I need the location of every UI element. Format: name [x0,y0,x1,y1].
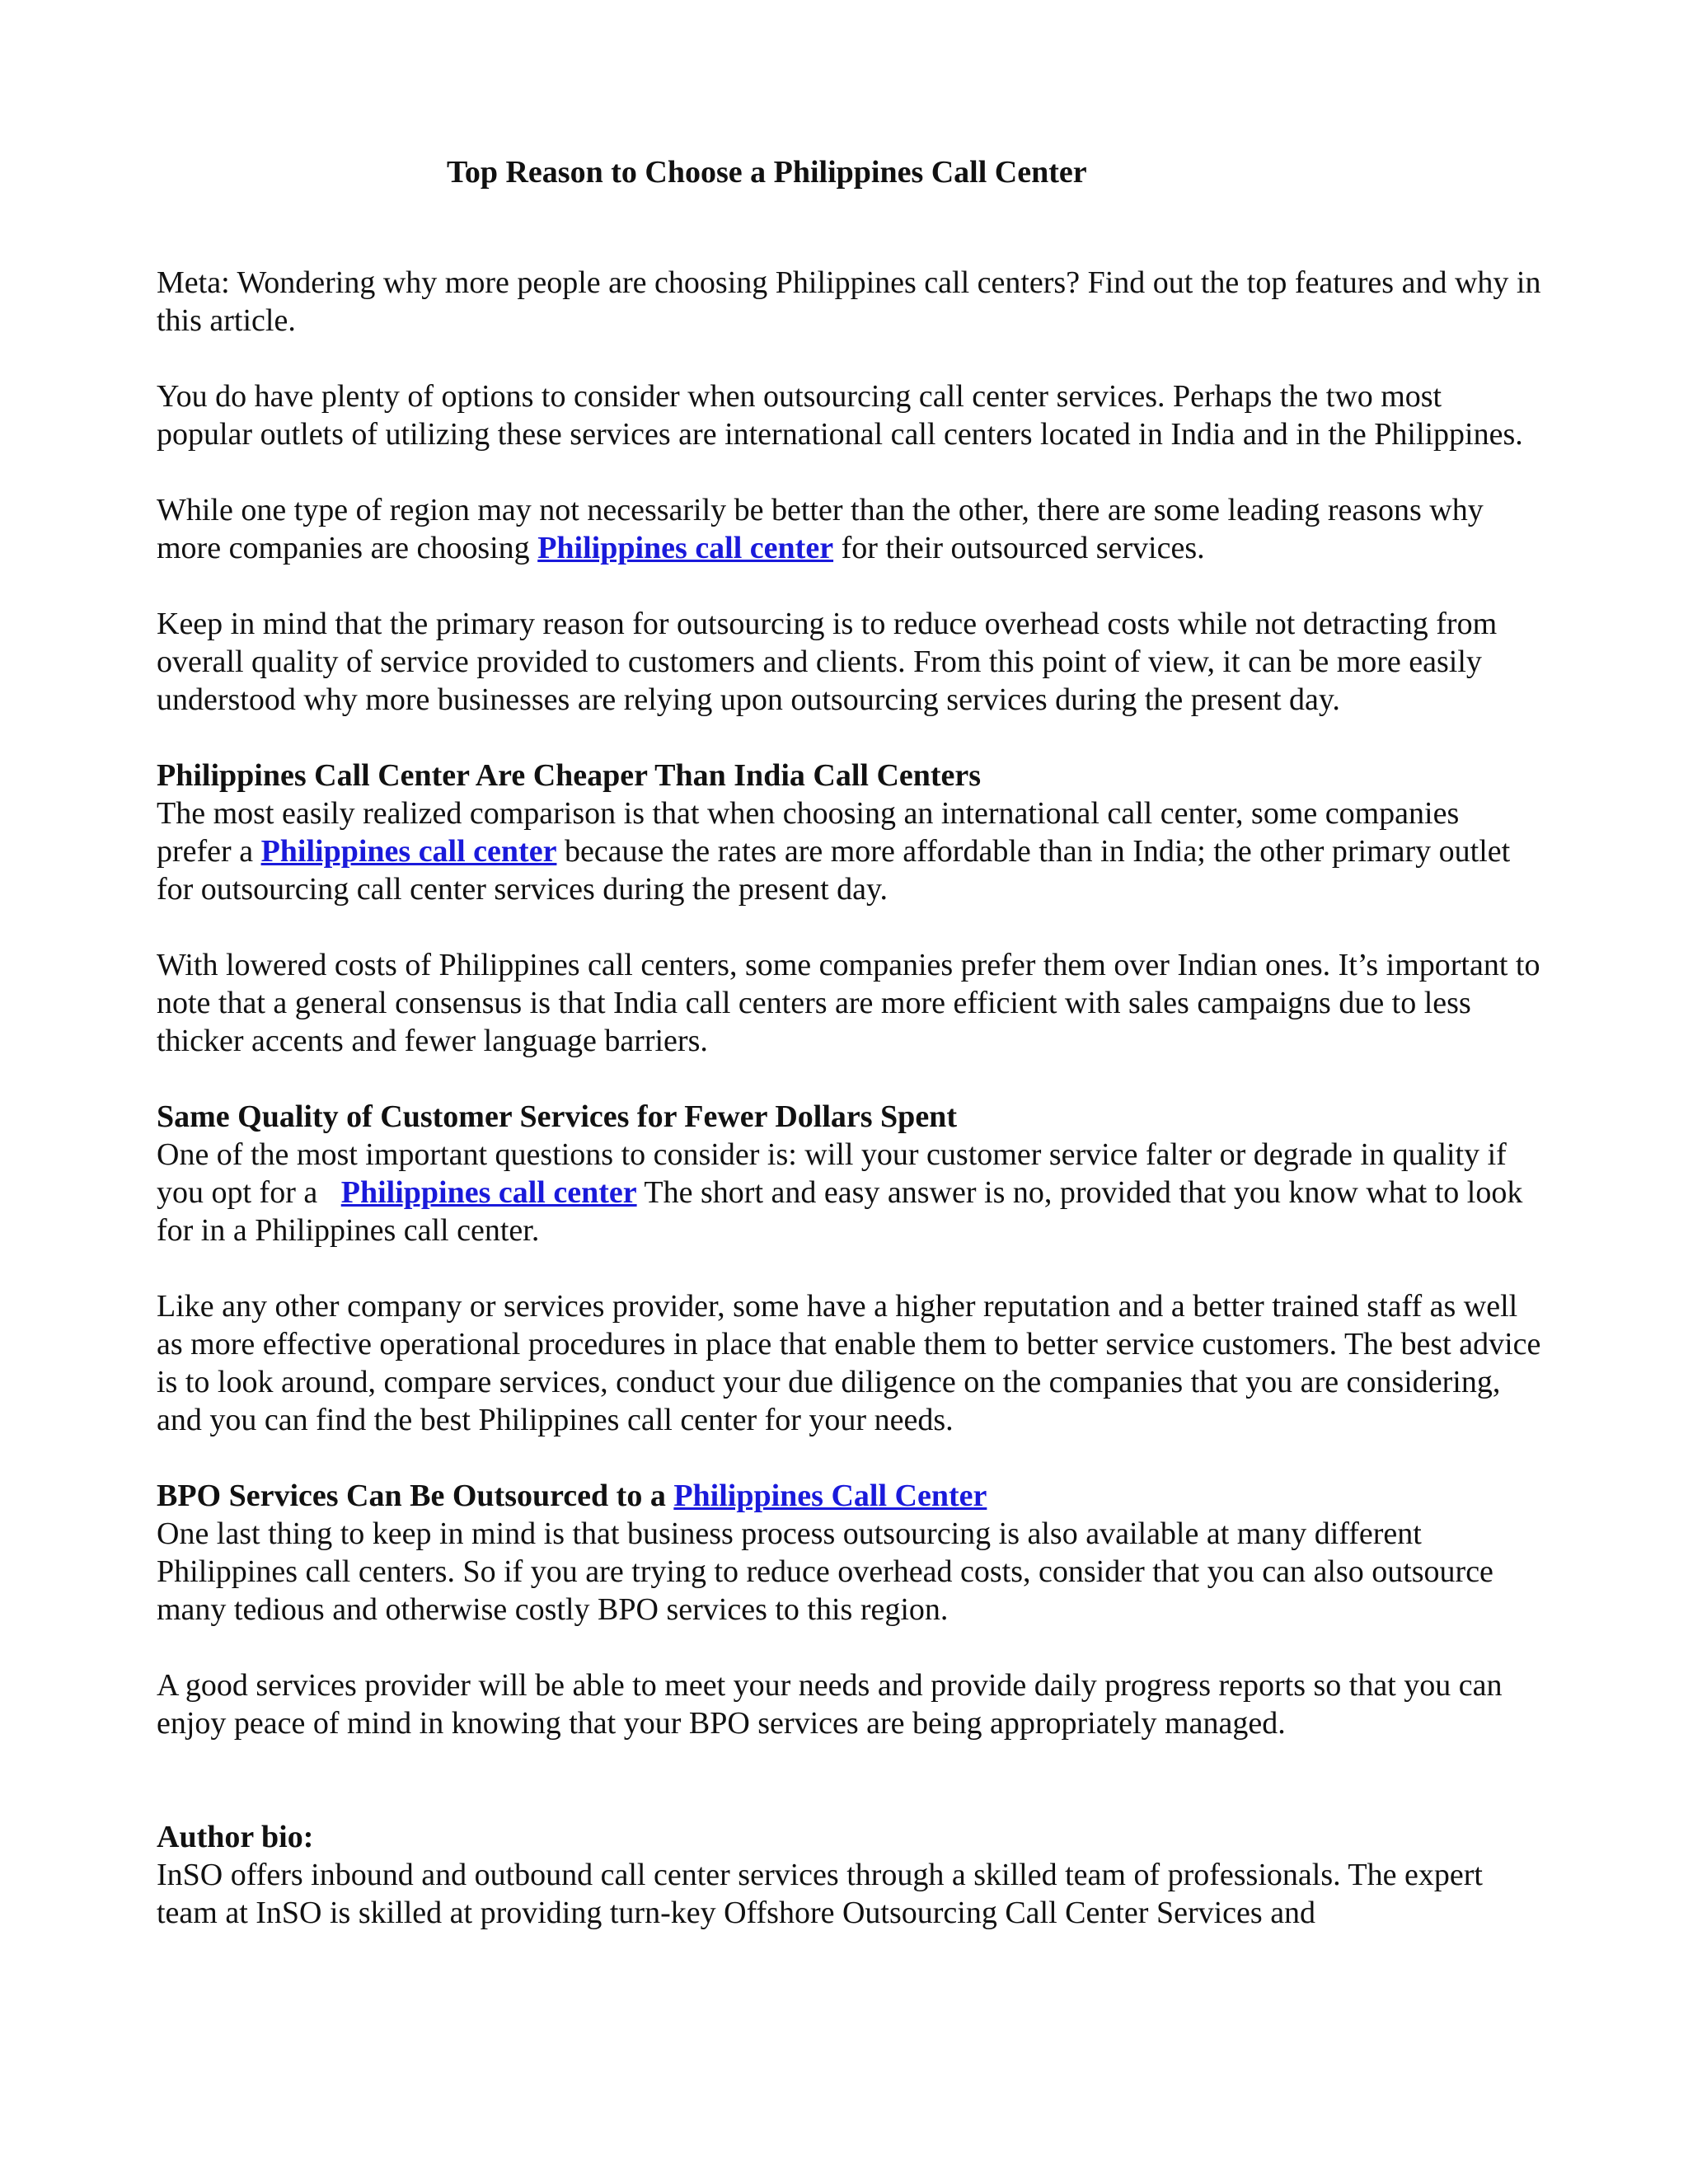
section-3-heading [157,1477,1541,1515]
philippines-call-center-link-1[interactable]: Philippines call center [537,531,834,565]
intro-2-text-before: While one type of region may not necessarily be better than the other, there are some leading reasons why more companies are choosing [157,493,1484,565]
section-3-paragraph-1: One last thing to keep in mind is that business process outsourcing is also available at many different Philippines call centers. So if you are trying to reduce overhead costs, consider that you can also outsource many tedious and otherwise costly BPO services to this region. [157,1516,1493,1627]
document-title: Top Reason to Choose a Philippines Call Center [447,155,1087,190]
section-2-paragraph-1 [157,1136,1541,1249]
author-bio-text: InSO offers inbound and outbound call center services through a skilled team of professionals. The expert team at InSO is skilled at providing turn-key Offshore Outsourcing Call Center Services and [157,1858,1483,1930]
section-1-p1-before: The most easily realized comparison is that when choosing an international call center, some companies prefer a [157,796,1460,869]
intro-paragraph-3: Keep in mind that the primary reason for outsourcing is to reduce overhead costs while not detracting from overall quality of service provided to customers and clients. From this point of view, it can be more easily understood why more businesses are relying upon outsourcing services during the present day. [157,607,1498,717]
philippines-call-center-link-4[interactable]: Philippines Call Center [673,1479,987,1513]
intro-paragraph-1: You do have plenty of options to consider when outsourcing call center services. Perhaps the two most popular outlets of utilizing these services are international call centers located in India and in the Philippines. [157,379,1523,452]
section-1-paragraph-2: With lowered costs of Philippines call centers, some companies prefer them over Indian ones. It’s important to note that a general consensus is that India call centers are more efficient with sales campaigns due to less thicker accents and fewer language barriers. [157,948,1540,1058]
intro-paragraph-2 [157,491,1541,567]
document-body [157,153,1541,1970]
section-2-p1-before: One of the most important questions to consider is: will your customer service falter or degrade in quality if you opt for a [157,1137,1515,1210]
spacer [157,1780,1541,1818]
section-1-paragraph-1 [157,794,1541,908]
philippines-call-center-link-2[interactable]: Philippines call center [260,834,557,869]
section-1-heading: Philippines Call Center Are Cheaper Than India Call Centers [157,758,982,793]
intro-2-text-after: for their outsourced services. [833,531,1205,565]
philippines-call-center-link-3[interactable]: Philippines call center [340,1175,637,1210]
section-2-p1-after: The short and easy answer is no, provided that you know what to look for in a Philippines call center. [157,1175,1531,1248]
section-2-paragraph-2: Like any other company or services provider, some have a higher reputation and a better trained staff as well as more effective operational procedures in place that enable them to better service customers. The best advice is to look around, compare services, conduct your due diligence on the companies that you are considering, and you can find the best Philippines call center for your needs. [157,1289,1541,1437]
meta-paragraph: Meta: Wondering why more people are choosing Philippines call centers? Find out the top features and why in this article. [157,265,1541,338]
section-3-paragraph-2: A good services provider will be able to meet your needs and provide daily progress reports so that you can enjoy peace of mind in knowing that your BPO services are being appropriately managed. [157,1668,1503,1741]
section-2-heading: Same Quality of Customer Services for Fewer Dollars Spent [157,1099,957,1134]
section-1-p1-after: because the rates are more affordable than in India; the other primary outlet for outsourcing call center services during the present day. [157,834,1511,907]
section-3-heading-text: BPO Services Can Be Outsourced to a [157,1479,674,1513]
author-bio-heading: Author bio: [157,1820,314,1854]
